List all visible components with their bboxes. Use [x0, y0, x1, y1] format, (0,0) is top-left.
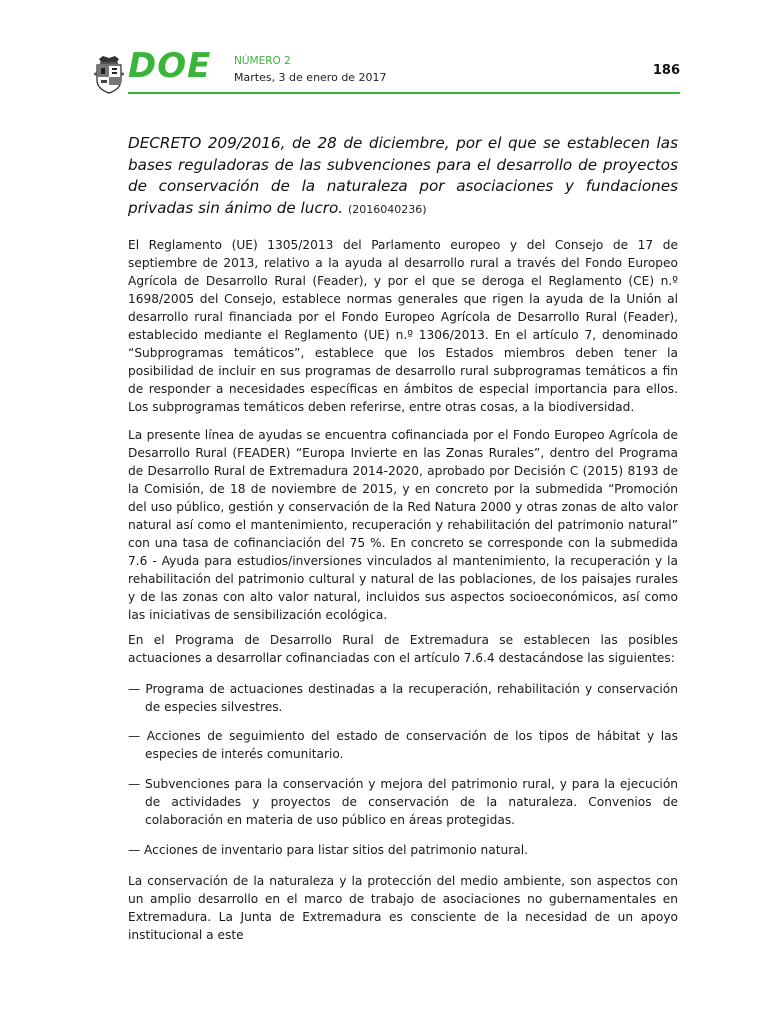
list-item: — Programa de actuaciones destinadas a la recuperación, rehabilitación y conservación de especies silvestres. — [128, 682, 678, 714]
doe-logo: DOE — [128, 46, 212, 86]
header-divider — [128, 92, 680, 94]
page-header — [94, 46, 680, 95]
decree-title-text: DECRETO 209/2016, de 28 de diciembre, por el que se establecen las bases reguladoras de las subvenciones para el desarrollo de proyectos de conservación de la naturaleza por asociaciones y fundaciones privadas sin ánimo de lucro. — [128, 134, 678, 217]
list-item: — Acciones de inventario para listar sitios del patrimonio natural. — [128, 843, 528, 857]
paragraph: La presente línea de ayudas se encuentra cofinanciada por el Fondo Europeo Agrícola de Desarrollo Rural (FEADER) “Europa Invierte en las Zonas Rurales”, dentro del Programa de Desarrollo Rural de Extremadura 2014-2020, aprobado por Decisión C (2015) 8193 de la Comisión, de 18 de noviembre de 2015, y en concreto por la submedida “Promoción del uso público, gestión y conservación de la Red Natura 2000 y otras zonas de alto valor natural así como el mantenimiento, recuperación y rehabilitación del patrimonio natural” con una tasa de cofinanciación del 75 %. En concreto se corresponde con la submedida 7.6 - Ayuda para estudios/inversiones vinculados al mantenimiento, la recuperación y la rehabilitación del patrimonio cultural y natural de las poblaciones, de los paisajes rurales y de las zonas con alto valor natural, incluidos sus aspectos socioeconómicos, así como las iniciativas de sensibilización ecológica. — [128, 428, 678, 622]
paragraph: En el Programa de Desarrollo Rural de Extremadura se establecen las posibles actuaciones a desarrollar cofinanciadas con el artículo 7.6.4 destacándose las siguientes: — [128, 633, 678, 665]
decree-code: (2016040236) — [347, 202, 427, 216]
list-item: — Acciones de seguimiento del estado de conservación de los tipos de hábitat y las especies de interés comunitario. — [128, 729, 678, 761]
paragraph: El Reglamento (UE) 1305/2013 del Parlamento europeo y del Consejo de 17 de septiembre de 2013, relativo a la ayuda al desarrollo rural a través del Fondo Europeo Agrícola de Desarrollo Rural (Feader), y por el que se deroga el Reglamento (CE) n.º 1698/2005 del Consejo, establece normas generales que rigen la ayuda de la Unión al desarrollo rural financiada por el Fondo Europeo Agrícola de Desarrollo Rural (Feader), establecido mediante el Reglamento (UE) n.º 1306/2013. En el artículo 7, denominado “Subprogramas temáticos”, establece que los Estados miembros deben tener la posibilidad de incluir en sus programas de desarrollo rural subprogramas temáticos a fin de responder a necesidades específicas en ámbitos de especial importancia para ellos. Los subprogramas temáticos deben referirse, entre otras cosas, a la biodiversidad. — [128, 238, 678, 414]
paragraph: La conservación de la naturaleza y la protección del medio ambiente, son aspectos con un amplio desarrollo en el marco de trabajo de asociaciones no gubernamentales en Extremadura. La Junta de Extremadura es consciente de la necesidad de un apoyo institucional a este — [128, 874, 678, 942]
publication-date: Martes, 3 de enero de 2017 — [234, 71, 387, 84]
decree-title — [128, 133, 678, 220]
page-number: 186 — [652, 63, 680, 78]
coat-of-arms-icon — [94, 56, 124, 94]
issue-number: NÚMERO 2 — [234, 55, 291, 67]
list-item: — Subvenciones para la conservación y mejora del patrimonio rural, y para la ejecución de actividades y proyectos de conservación de la naturaleza. Convenios de colaboración en materia de uso público en áreas protegidas. — [128, 777, 678, 827]
